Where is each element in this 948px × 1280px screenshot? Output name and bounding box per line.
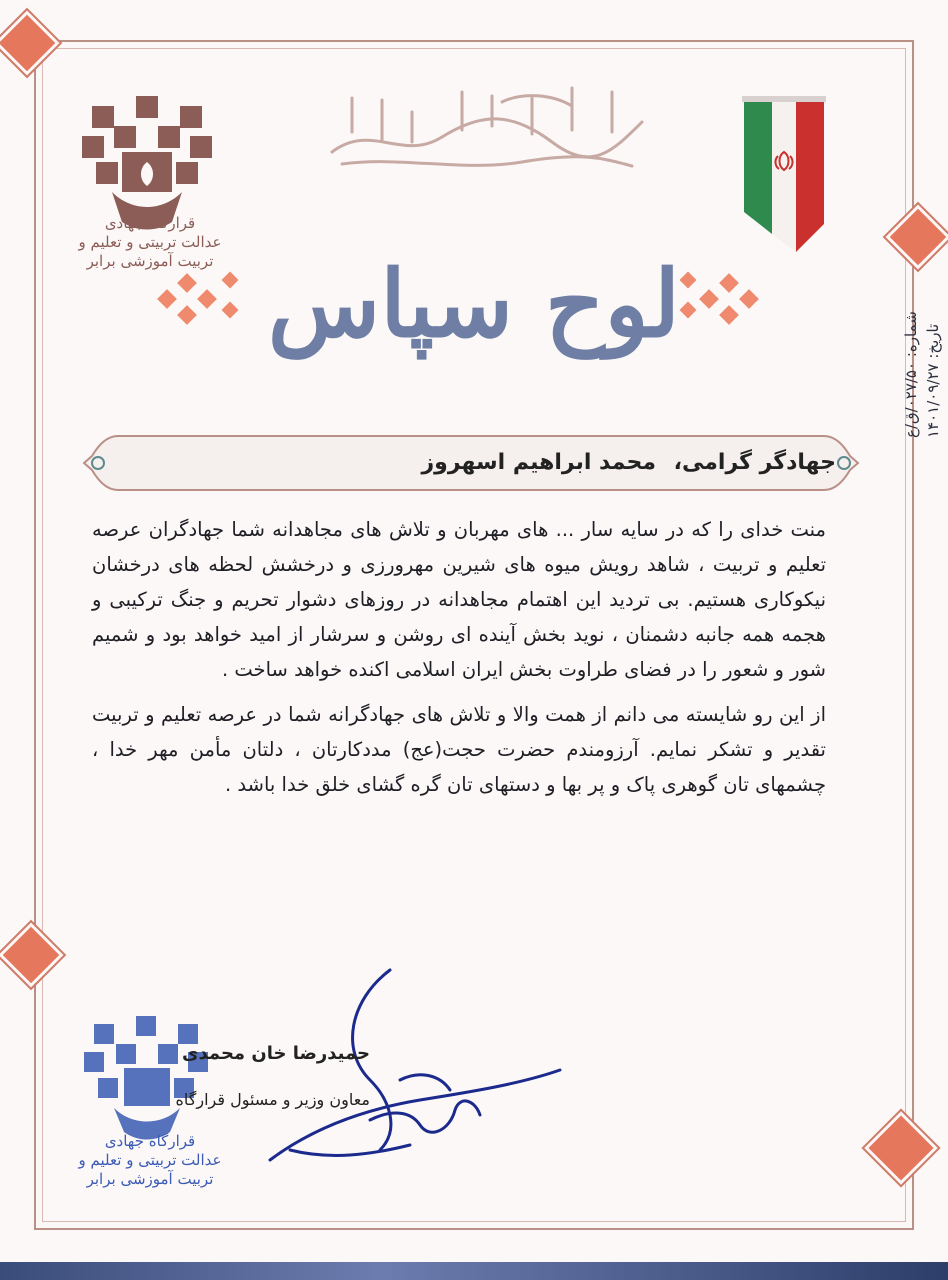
organization-name-line1: قرارگاه جهادی bbox=[104, 214, 196, 232]
reference-number: شماره: ۰۲۷/۵۰/ق/ع bbox=[902, 311, 920, 438]
reference-date: تاریخ: ۱۴۰۱/۰۹/۲۷ bbox=[924, 323, 942, 438]
background-strip bbox=[0, 1262, 948, 1280]
stamp-caption-line1: قرارگاه جهادی bbox=[104, 1132, 196, 1150]
organization-name-line2: عدالت تربیتی و تعلیم و تربیت آموزشی برابر bbox=[78, 232, 222, 270]
certificate-title bbox=[264, 244, 684, 364]
recipient-name: محمد ابراهیم اسهروز bbox=[421, 450, 656, 475]
signer-title: معاون وزیر و مسئول قرارگاه bbox=[175, 1090, 370, 1109]
certificate-title-text: لوح سپاس bbox=[267, 250, 681, 358]
flag-red-band bbox=[796, 100, 824, 252]
body-paragraph-1: منت خدای را که در سایه سار ... های مهربان و تلاش های مجاهدانه شما جهادگران عرصه تعلیم و تربیت ، شاهد رویش میوه های شیرین مهرورزی و درخشش لحظه های درخشان نیکوکاری هستیم. بی تردید این اهتمام مجاهدانه در روزهای دشوار تحریم و جنگ ترکیبی و هجمه همه جانبه دشمنان ، نوید بخش آینده ای روشن و سرشار از امید خواهد بود و شمیم شور و شعور را در فضای طراوت بخش ایران اسلامی اکنده خواهد ساخت . bbox=[92, 518, 826, 681]
signer-block bbox=[150, 1040, 370, 1114]
recipient-salutation: جهادگر گرامی، bbox=[673, 450, 836, 475]
certificate-body bbox=[92, 512, 826, 812]
stamp-caption-line2: عدالت تربیتی و تعلیم و تربیت آموزشی برابر bbox=[78, 1150, 222, 1188]
body-paragraph-2: از این رو شایسته می دانم از همت والا و تلاش های جهادگرانه شما در عرصه تعلیم و تربیت تقدیر و تشکر نمایم. آرزومندم حضرت حجت(عج) مددکارتان ، دلتان مأمن مهر خدا ، چشمهای تان گوهری پاک و پر بها و دستهای تان گره گشای خلق خدا باشد . bbox=[92, 703, 826, 796]
recipient-line bbox=[150, 440, 836, 486]
reference-block bbox=[888, 226, 948, 446]
bismillah-calligraphy bbox=[312, 82, 652, 178]
signer-name: حمیدرضا خان محمدی bbox=[181, 1043, 370, 1064]
stamp-caption bbox=[70, 1132, 230, 1188]
